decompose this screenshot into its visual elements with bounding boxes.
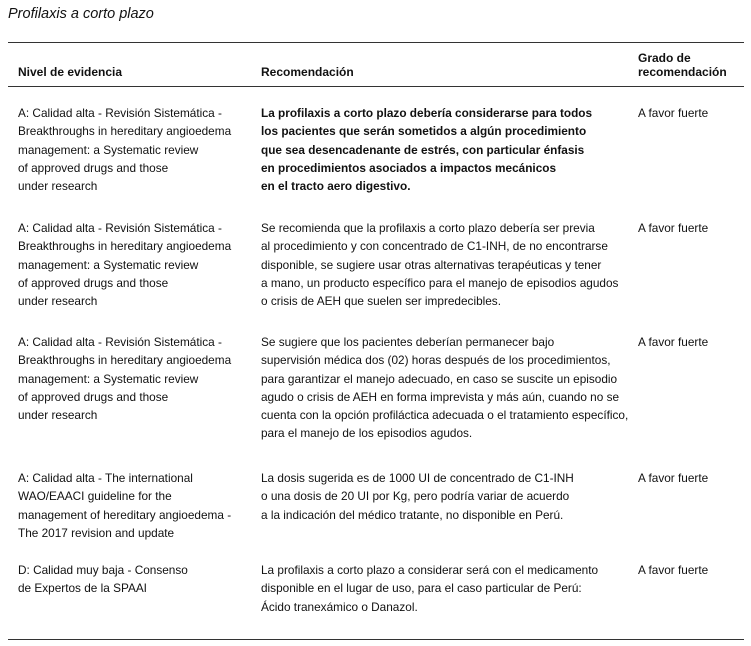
recommendation-cell: Se recomienda que la profilaxis a corto plazo debería ser previa al procedimiento y con concentrado de C1-INH, de no encontrarse disponible, se sugiere usar otras alternativas terapéuticas y tener a mano, un producto específico para el manejo de episodios agudos o crisis de AEH que suelen ser impredecibles. (261, 221, 619, 309)
recommendation-cell: La profilaxis a corto plazo debería considerarse para todos los pacientes que serán sometidos a algún procedimiento que sea desencadenante de estrés, con particular énfasis en procedimientos asociados a impactos mecánicos en el tracto aero digestivo. (261, 106, 593, 194)
recommendation-cell: Se sugiere que los pacientes deberían permanecer bajo supervisión médica dos (02) horas después de los procedimientos, para garantizar el manejo adecuado, en caso se suscite un episodio agudo o crisis de AEH en forma imprevista y más aún, cuando no se cuenta con la opción profiláctica adecuada o el tratamiento específico, para el manejo de los episodios agudos. (261, 335, 629, 441)
header-grade: Grado de recomendación (638, 51, 727, 79)
evidence-cell: A: Calidad alta - The international WAO/EAACI guideline for the management of hereditary angioedema - The 2017 revision and update (18, 471, 232, 540)
grade-cell: A favor fuerte (638, 563, 709, 577)
recommendation-cell: La dosis sugerida es de 1000 UI de concentrado de C1-INH o una dosis de 20 UI por Kg, pero podría variar de acuerdo a la indicación del médico tratante, no disponible en Perú. (261, 471, 574, 522)
recommendation-cell: La profilaxis a corto plazo a considerar será con el medicamento disponible en el lugar de uso, para el caso particular de Perú: Ácido tranexámico o Danazol. (261, 563, 599, 614)
evidence-cell: A: Calidad alta - Revisión Sistemática - Breakthroughs in hereditary angioedema management: a Systematic review of approved drugs and those under research (18, 335, 232, 423)
grade-cell: A favor fuerte (638, 106, 709, 120)
table-title: Profilaxis a corto plazo (8, 6, 154, 22)
header-recommendation: Recomendación (261, 65, 354, 79)
bottom-rule (8, 639, 744, 640)
evidence-cell: A: Calidad alta - Revisión Sistemática - Breakthroughs in hereditary angioedema management: a Systematic review of approved drugs and those under research (18, 221, 232, 309)
grade-cell: A favor fuerte (638, 471, 709, 485)
header-evidence: Nivel de evidencia (18, 65, 123, 79)
grade-cell: A favor fuerte (638, 221, 709, 235)
grade-cell: A favor fuerte (638, 335, 709, 349)
evidence-cell: A: Calidad alta - Revisión Sistemática - Breakthroughs in hereditary angioedema management: a Systematic review of approved drugs and those under research (18, 106, 232, 194)
header-rule (8, 86, 744, 87)
top-rule (8, 42, 744, 43)
evidence-cell: D: Calidad muy baja - Consenso de Expertos de la SPAAI (18, 563, 188, 596)
